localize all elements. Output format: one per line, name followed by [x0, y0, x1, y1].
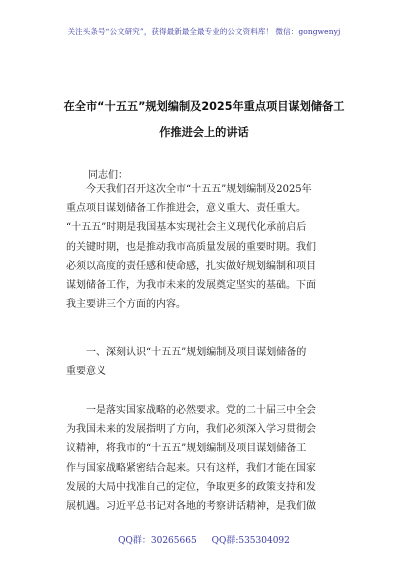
paragraph-line: 发展的大局中找准自己的定位，争取更多的政策支持和发: [66, 481, 316, 493]
heading-line: 重要意义: [66, 366, 106, 378]
heading-line: 一、深刻认识“十五五”规划编制及项目谋划储备的: [86, 347, 307, 358]
paragraph-line: 议精神，将我市的“十五五”规划编制及项目谋划储备工: [66, 443, 307, 455]
paragraph-line: 必须以高度的责任感和使命感，扎实做好规划编制和项目: [66, 260, 316, 272]
paragraph-2: [66, 401, 362, 516]
paragraph-line: 我主要讲三个方面的内容。: [66, 299, 186, 311]
salutation: 同志们：: [88, 170, 128, 181]
header-banner: 关注头条号“公文研究”，获得最新最全最专业的公文资料库！ 微信：gongwenyj: [67, 27, 341, 36]
paragraph-line: 一是落实国家战略的必然要求。党的二十届三中全会: [86, 405, 316, 416]
paragraph-line: 为我国未来的发展指明了方向，我们必须深入学习贯彻会: [66, 424, 316, 436]
footer-qq-group-2: QQ群:535304092: [211, 536, 290, 546]
paragraph-1: [66, 180, 362, 314]
paragraph-line: 的关键时期，也是推动我市高质量发展的重要时期。我们: [66, 241, 316, 253]
section-1-heading: [66, 343, 362, 381]
document-title-line-1: 在全市“十五五”规划编制及2025年重点项目谋划储备工: [63, 100, 345, 113]
paragraph-line: 作与国家战略紧密结合起来。只有这样，我们才能在国家: [66, 462, 316, 474]
paragraph-line: 谋划储备工作，为我市未来的发展奠定坚实的基础。下面: [66, 280, 316, 292]
footer: [0, 533, 408, 546]
paragraph-line: 重点项目谋划储备工作推进会，意义重大、责任重大。: [66, 203, 306, 215]
paragraph-line: “十五五”时期是我国基本实现社会主义现代化承前启后: [66, 222, 307, 234]
footer-qq-group-1: QQ群：30265665: [118, 536, 197, 546]
paragraph-line: 今天我们召开这次全市“十五五”规划编制及2025年: [86, 184, 312, 195]
paragraph-line: 展机遇。习近平总书记对各地的考察讲话精神，是我们做: [66, 501, 316, 513]
document-title-line-2: 作推进会上的讲话: [159, 126, 249, 139]
